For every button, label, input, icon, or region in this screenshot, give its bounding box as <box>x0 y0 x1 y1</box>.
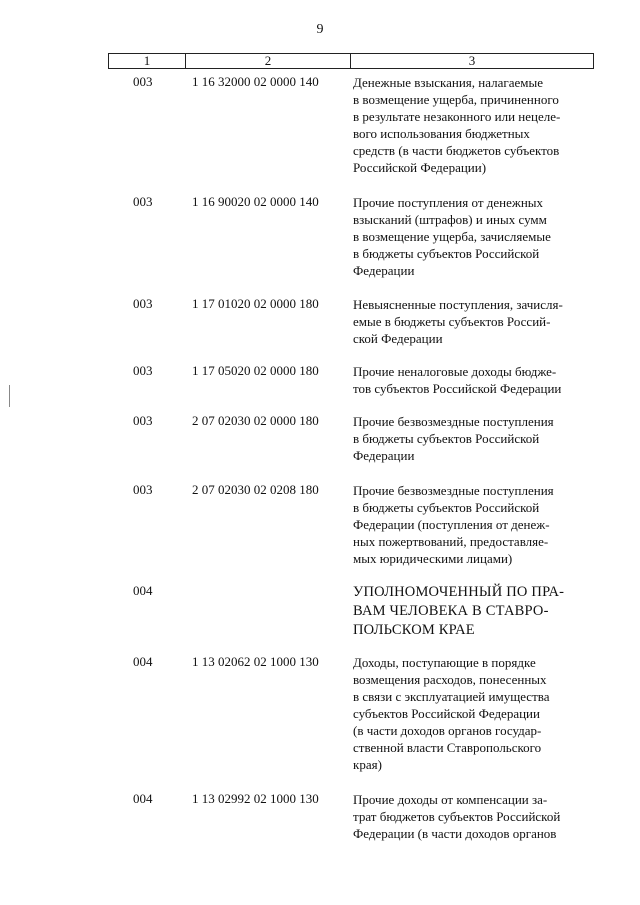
description-line: трат бюджетов субъектов Российской <box>353 809 561 824</box>
description-line: ВАМ ЧЕЛОВЕКА В СТАВРО- <box>353 603 549 619</box>
description-line: в бюджеты субъектов Российской <box>353 431 540 446</box>
row-kbk: 1 16 32000 02 0000 140 <box>192 74 319 89</box>
description-line: Прочие безвозмездные поступления <box>353 483 554 498</box>
description-line: в бюджеты субъектов Российской <box>353 500 540 515</box>
description-line: Федерации <box>353 263 415 278</box>
row-code: 003 <box>133 194 153 209</box>
page-number: 9 <box>316 22 324 37</box>
description-line: ных пожертвований, предоставляе- <box>353 534 549 549</box>
description-line: Прочие поступления от денежных <box>353 195 544 210</box>
description-line: в связи с эксплуатацией имущества <box>353 689 550 704</box>
row-description <box>353 194 595 279</box>
column-header-2: 2 <box>186 54 351 68</box>
column-header-row <box>108 53 594 69</box>
row-code: 003 <box>133 413 153 428</box>
row-kbk: 2 07 02030 02 0000 180 <box>192 413 319 428</box>
description-line: тов субъектов Российской Федерации <box>353 381 562 396</box>
description-line: Прочие неналоговые доходы бюдже- <box>353 364 557 379</box>
row-code: 003 <box>133 74 153 89</box>
description-line: Прочие безвозмездные поступления <box>353 414 554 429</box>
row-description <box>353 654 595 773</box>
description-line: ПОЛЬСКОМ КРАЕ <box>353 622 475 638</box>
row-kbk: 1 17 01020 02 0000 180 <box>192 296 319 311</box>
row-kbk: 2 07 02030 02 0208 180 <box>192 482 319 497</box>
description-line: вого использования бюджетных <box>353 126 530 141</box>
description-line: Денежные взыскания, налагаемые <box>353 75 543 90</box>
column-header-1: 1 <box>109 54 186 68</box>
description-line: ской Федерации <box>353 331 443 346</box>
row-description <box>353 363 595 397</box>
row-description <box>353 74 595 176</box>
description-line: Федерации (поступления от денеж- <box>353 517 550 532</box>
row-code: 004 <box>133 654 153 669</box>
description-line: Доходы, поступающие в порядке <box>353 655 536 670</box>
row-code: 004 <box>133 791 153 806</box>
section-heading <box>353 583 595 640</box>
row-kbk: 1 13 02992 02 1000 130 <box>192 791 319 806</box>
description-line: в возмещение ущерба, причиненного <box>353 92 559 107</box>
row-kbk: 1 16 90020 02 0000 140 <box>192 194 319 209</box>
description-line: мых юридическими лицами) <box>353 551 513 566</box>
row-description <box>353 296 595 347</box>
row-code: 004 <box>133 583 153 598</box>
description-line: ственной власти Ставропольского <box>353 740 542 755</box>
description-line: средств (в части бюджетов субъектов <box>353 143 560 158</box>
row-description <box>353 482 595 567</box>
description-line: взысканий (штрафов) и иных сумм <box>353 212 547 227</box>
description-line: в бюджеты субъектов Российской <box>353 246 540 261</box>
description-line: Прочие доходы от компенсации за- <box>353 792 548 807</box>
description-line: субъектов Российской Федерации <box>353 706 540 721</box>
column-header-3: 3 <box>468 53 476 68</box>
description-line: возмещения расходов, понесенных <box>353 672 547 687</box>
row-description <box>353 413 595 464</box>
row-kbk: 1 17 05020 02 0000 180 <box>192 363 319 378</box>
description-line: (в части доходов органов государ- <box>353 723 542 738</box>
description-line: Невыясненные поступления, зачисля- <box>353 297 563 312</box>
row-code: 003 <box>133 296 153 311</box>
description-line: емые в бюджеты субъектов Россий- <box>353 314 551 329</box>
description-line: Российской Федерации) <box>353 160 487 175</box>
description-line: в возмещение ущерба, зачисляемые <box>353 229 551 244</box>
row-code: 003 <box>133 482 153 497</box>
description-line: УПОЛНОМОЧЕННЫЙ ПО ПРА- <box>353 584 565 600</box>
scan-margin-mark <box>9 385 10 407</box>
description-line: края) <box>353 757 382 772</box>
description-line: Федерации (в части доходов органов <box>353 826 557 841</box>
row-kbk: 1 13 02062 02 1000 130 <box>192 654 319 669</box>
row-description <box>353 791 595 842</box>
description-line: Федерации <box>353 448 415 463</box>
description-line: в результате незаконного или нецеле- <box>353 109 561 124</box>
row-code: 003 <box>133 363 153 378</box>
